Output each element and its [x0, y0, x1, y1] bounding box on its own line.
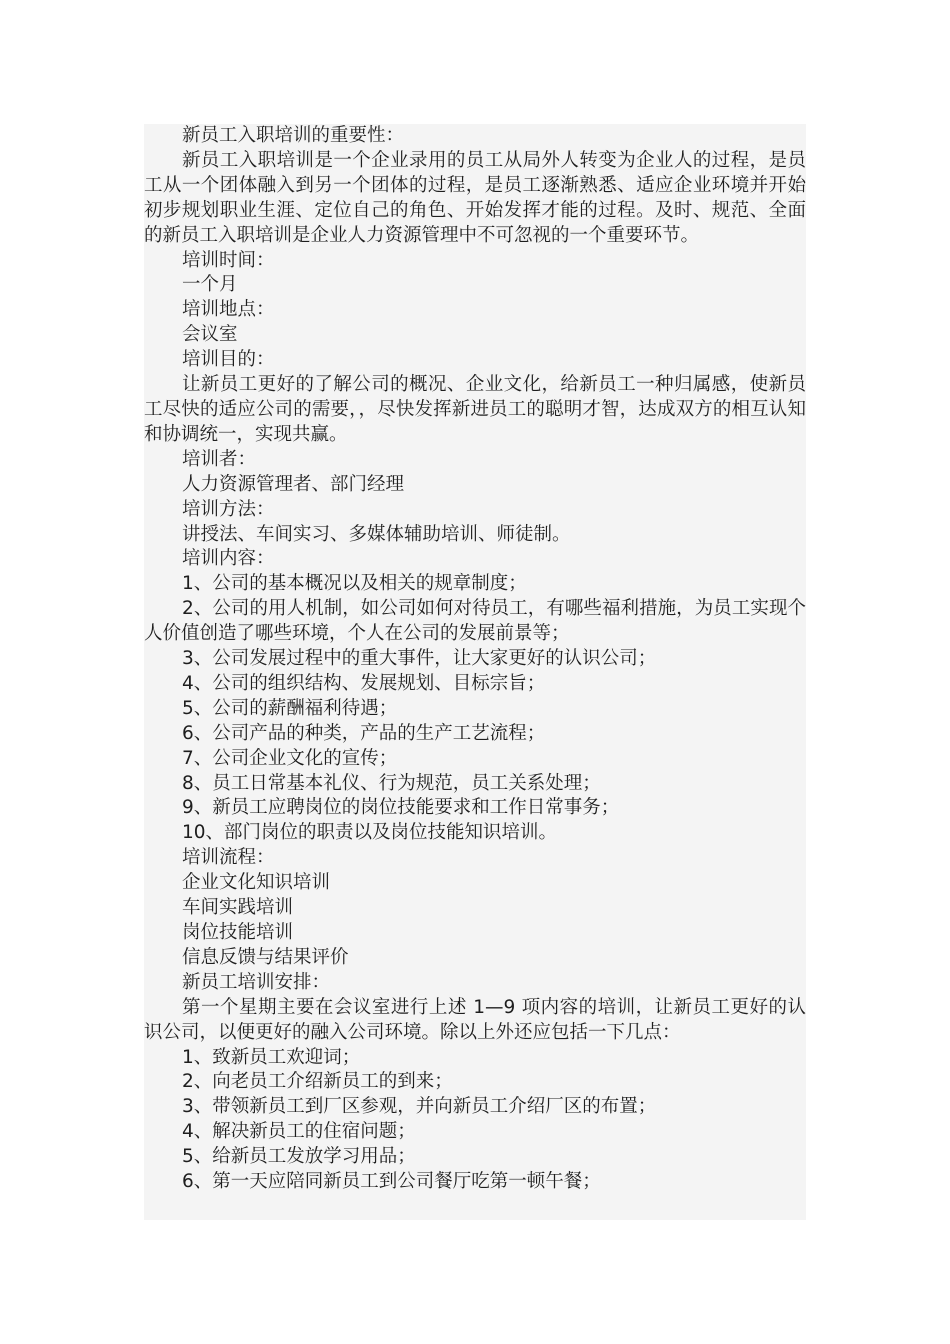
list-item: 5、给新员工发放学习用品；: [182, 1146, 416, 1168]
heading-training-time: 培训时间：: [182, 249, 275, 271]
list-item: 1、公司的基本概况以及相关的规章制度；: [182, 573, 527, 595]
list-item: 1、致新员工欢迎词；: [182, 1046, 361, 1068]
list-item: 2、向老员工介绍新员工的到来；: [182, 1071, 453, 1093]
list-item: 8、员工日常基本礼仪、行为规范，员工关系处理；: [182, 772, 601, 794]
heading-importance: 新员工入职培训的重要性：: [182, 125, 405, 146]
heading-training-method: 培训方法：: [182, 498, 275, 520]
document-body: [144, 124, 806, 1220]
list-item: 3、带领新员工到厂区参观，并向新员工介绍厂区的布置；: [182, 1096, 657, 1118]
value-trainer: 人力资源管理者、部门经理: [182, 473, 405, 495]
list-item: 2、公司的用人机制，如公司如何对待员工，有哪些福利措施，为员工实现个人价值创造了哪些环境，个人在公司的发展前景等；: [144, 598, 806, 645]
list-item: 10、部门岗位的职责以及岗位技能知识培训。: [182, 822, 558, 844]
list-item: 5、公司的薪酬福利待遇；: [182, 697, 398, 719]
paragraph-importance: 新员工入职培训是一个企业录用的员工从局外人转变为企业人的过程，是员工从一个团体融入到另一个团体的过程，是员工逐渐熟悉、适应企业环境并开始初步规划职业生涯、定位自己的角色、开始发挥才能的过程。及时、规范、全面的新员工入职培训是企业人力资源管理中不可忽视的一个重要环节。: [144, 149, 806, 246]
list-item: 3、公司发展过程中的重大事件，让大家更好的认识公司；: [182, 648, 657, 670]
heading-training-purpose: 培训目的：: [182, 349, 275, 371]
process-step: 信息反馈与结果评价: [182, 946, 349, 968]
heading-training-location: 培训地点：: [182, 299, 275, 321]
value-training-location: 会议室: [182, 324, 238, 346]
value-training-time: 一个月: [182, 274, 238, 296]
list-item: 4、解决新员工的住宿问题；: [182, 1121, 416, 1143]
value-training-method: 讲授法、车间实习、多媒体辅助培训、师徒制。: [182, 523, 571, 545]
list-item: 6、公司产品的种类，产品的生产工艺流程；: [182, 722, 546, 744]
paragraph-training-schedule: 第一个星期主要在会议室进行上述 1—9 项内容的培训，让新员工更好的认识公司，以便更好的融入公司环境。除以上外还应包括一下几点：: [144, 996, 806, 1043]
list-item: 9、新员工应聘岗位的岗位技能要求和工作日常事务；: [182, 797, 620, 819]
paragraph-training-purpose: 让新员工更好的了解公司的概况、企业文化，给新员工一种归属感，使新员工尽快的适应公司的需要，，尽快发挥新进员工的聪明才智，达成双方的相互认知和协调统一，实现共赢。: [144, 374, 806, 445]
list-item: 4、公司的组织结构、发展规划、目标宗旨；: [182, 672, 546, 694]
list-item: 7、公司企业文化的宣传；: [182, 747, 398, 769]
heading-training-content: 培训内容：: [182, 548, 275, 570]
process-step: 车间实践培训: [182, 897, 294, 919]
heading-training-process: 培训流程：: [182, 847, 275, 869]
list-item: 6、第一天应陪同新员工到公司餐厅吃第一顿午餐；: [182, 1171, 601, 1193]
heading-training-schedule: 新员工培训安排：: [182, 971, 331, 993]
process-step: 企业文化知识培训: [182, 872, 331, 894]
heading-trainer: 培训者：: [182, 448, 257, 470]
process-step: 岗位技能培训: [182, 922, 294, 943]
